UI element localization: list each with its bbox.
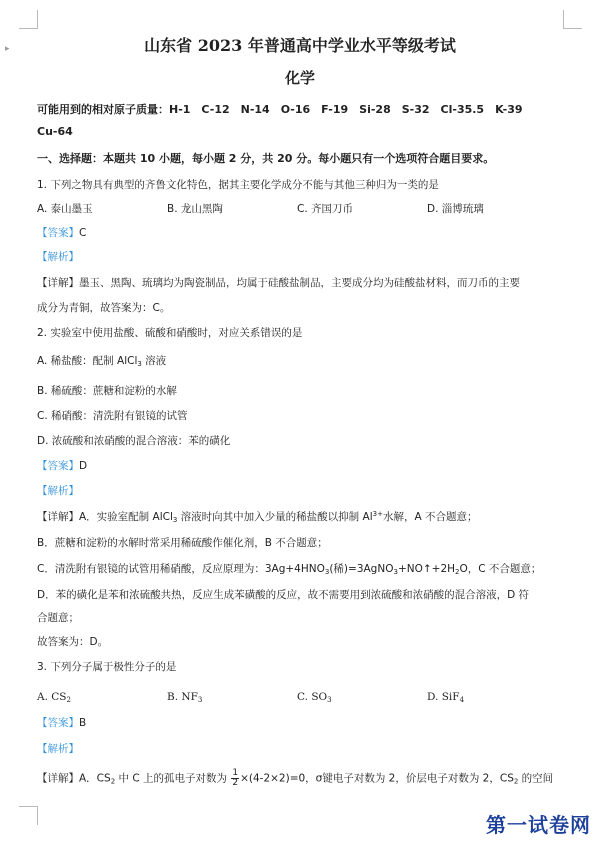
- q3-detail-text-3: ×(4-2×2)=0，σ键电子对数为 2，价层电子对数为 2，CS: [240, 772, 514, 785]
- q1-answer-value: C: [79, 227, 87, 239]
- crop-mark-top-right: [563, 10, 582, 29]
- q3-stem: 3. 下列分子属于极性分子的是: [37, 661, 177, 673]
- q2-detail-c-sub-3: 2: [455, 568, 460, 576]
- q2-option-d: D. 浓硫酸和浓硝酸的混合溶液：苯的磺化: [37, 435, 231, 447]
- answer-tag: 【答案】: [37, 227, 79, 239]
- q1-answer: [37, 226, 86, 240]
- q2-option-c: C. 稀硝酸：清洗附有银镜的试管: [37, 410, 188, 422]
- q3-option-c: [297, 690, 332, 704]
- answer-tag: 【答案】: [37, 717, 79, 729]
- site-logo[interactable]: 第一试卷网: [486, 813, 591, 837]
- fraction-numerator: 1: [232, 768, 239, 778]
- q3-option-d-text: D. SiF: [427, 691, 460, 703]
- q2-stem: 2. 实验室中使用盐酸、硫酸和硝酸时，对应关系错误的是: [37, 327, 303, 339]
- q2-detail-c: [37, 562, 541, 576]
- crop-mark-top-left: [19, 10, 38, 29]
- atomic-masses-line-1: 可能用到的相对原子质量：H-1 C-12 N-14 O-16 F-19 Si-28 S-32 Cl-35.5 K-39: [37, 103, 523, 116]
- q2-detail-c-sub-1: 3: [324, 568, 330, 576]
- q2-detail-d-2: 合题意；: [37, 612, 79, 624]
- q2-detail-c-text-1: C．清洗附有银镜的试管用稀硝酸，反应原理为：3Ag+4HNO: [37, 563, 325, 575]
- q2-detail-c-text-3: +NO↑+2H: [397, 563, 456, 575]
- q3-option-d: [427, 690, 464, 704]
- q3-option-b-text: B. NF: [167, 691, 198, 703]
- q3-option-b: [167, 690, 202, 704]
- detail-tag: 【详解】: [37, 772, 79, 785]
- q2-detail-a-sup: 3+: [372, 510, 383, 518]
- q2-detail-a-text-3: 水解，A 不合题意；: [382, 511, 478, 523]
- q1-option-a: A. 泰山墨玉: [37, 203, 93, 215]
- q2-detail-a-text-1: A．实验室配制 AlCl: [79, 511, 173, 523]
- q3-option-b-sub: 3: [197, 696, 203, 704]
- fraction-one-half: [231, 769, 239, 788]
- q2-answer: [37, 459, 87, 473]
- q1-detail-line-2: 成分为青铜，故答案为：C。: [37, 302, 171, 314]
- q3-detail-text-1: A．CS: [79, 772, 111, 785]
- q2-option-a-suffix: 溶液: [141, 355, 167, 367]
- q2-detail-a: [37, 510, 477, 524]
- q1-stem: 1. 下列之物具有典型的齐鲁文化特色，据其主要化学成分不能与其他三种归为一类的是: [37, 179, 439, 191]
- q2-detail-b: B．蔗糖和淀粉的水解时常采用稀硫酸作催化剂，B 不合题意；: [37, 537, 328, 549]
- q2-answer-value: D: [79, 460, 88, 472]
- q2-detail-c-sub-2: 3: [393, 568, 398, 576]
- section-heading: 一、选择题：本题共 10 小题，每小题 2 分，共 20 分。每小题只有一个选项符合题目要求。: [37, 152, 495, 165]
- q3-analysis-tag: 【解析】: [37, 743, 79, 755]
- q1-analysis-tag: 【解析】: [37, 251, 79, 263]
- exam-title: 山东省 2023 年普通高中学业水平等级考试: [144, 36, 456, 55]
- q2-detail-c-text-2: (稀)=3AgNO: [329, 563, 394, 575]
- margin-marker-icon: ▸: [5, 44, 10, 54]
- subject-title: 化学: [284, 69, 315, 87]
- q1-option-c: C. 齐国刀币: [297, 203, 354, 215]
- q2-option-a-text: A. 稀盐酸：配制 AlCl: [37, 355, 138, 367]
- q3-detail-line: [37, 769, 553, 788]
- q2-conclusion: 故答案为：D。: [37, 636, 109, 648]
- q1-option-b: B. 龙山黑陶: [167, 203, 223, 215]
- q2-detail-a-sub: 3: [172, 516, 178, 524]
- fraction-denominator: 2: [232, 778, 239, 788]
- crop-mark-bottom-left: [19, 806, 38, 825]
- answer-tag: 【答案】: [37, 460, 79, 472]
- q3-answer-value: B: [79, 717, 87, 729]
- q2-option-a: [37, 354, 166, 368]
- q1-detail-line-1: [37, 276, 520, 290]
- q3-option-a-sub: 2: [66, 696, 71, 704]
- q3-answer: [37, 716, 86, 730]
- q1-detail-text-1: 墨玉、黑陶、琉璃均为陶瓷制品，均属于硅酸盐制品，主要成分均为硅酸盐材料，而刀币的主要: [79, 277, 520, 289]
- q2-detail-a-text-2: 溶液时向其中加入少量的稀盐酸以抑制 Al: [177, 511, 373, 523]
- q3-option-c-text: C. SO: [297, 691, 328, 703]
- q2-detail-d-1: D．苯的磺化是苯和浓硫酸共热，反应生成苯磺酸的反应，故不需要用到浓硫酸和浓硝酸的混合溶液，D 符: [37, 589, 530, 601]
- detail-tag: 【详解】: [37, 277, 79, 289]
- q2-option-b: B. 稀硫酸：蔗糖和淀粉的水解: [37, 385, 177, 397]
- q3-detail-sub-1: 2: [110, 777, 116, 786]
- q3-detail-text-4: 的空间: [518, 772, 554, 785]
- atomic-masses-line-2: Cu-64: [37, 125, 73, 138]
- q2-detail-c-text-4: O，C 不合题意；: [459, 563, 542, 575]
- q3-option-a: [37, 690, 71, 704]
- detail-tag: 【详解】: [37, 511, 79, 523]
- q3-option-d-sub: 4: [459, 696, 465, 704]
- q2-analysis-tag: 【解析】: [37, 485, 79, 497]
- q3-option-c-sub: 3: [327, 696, 332, 704]
- q2-option-a-sub: 3: [137, 360, 142, 368]
- q3-detail-text-2: 中 C 上的孤电子对数为: [115, 772, 231, 785]
- q3-detail-sub-3: 2: [513, 777, 519, 786]
- q1-option-d: D. 淄博琉璃: [427, 203, 484, 215]
- q3-option-a-text: A. CS: [37, 691, 67, 703]
